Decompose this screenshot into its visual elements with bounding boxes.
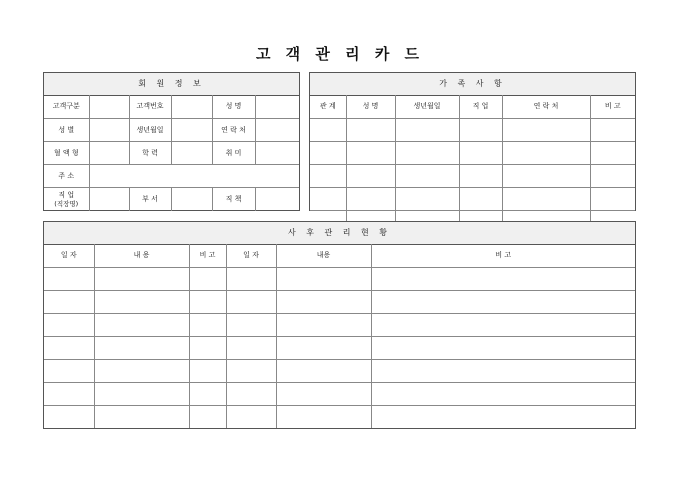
family-row-cell[interactable] — [590, 118, 635, 141]
gender-value[interactable] — [89, 118, 129, 141]
history-row — [44, 313, 635, 336]
hobby-label: 취 미 — [212, 141, 255, 164]
history-row-cell[interactable] — [189, 382, 226, 405]
family-row-cell[interactable] — [346, 118, 395, 141]
blood-type-value[interactable] — [89, 141, 129, 164]
history-row-cell[interactable] — [276, 313, 371, 336]
member-info-header: 회 원 정 보 — [44, 73, 299, 96]
name-label: 성 명 — [212, 95, 255, 118]
history-row-cell[interactable] — [44, 290, 94, 313]
history-row — [44, 405, 635, 428]
history-row-cell[interactable] — [276, 359, 371, 382]
contact-label: 연 락 처 — [212, 118, 255, 141]
family-row-cell[interactable] — [395, 187, 459, 210]
history-row-cell[interactable] — [226, 267, 276, 290]
member-row — [44, 95, 299, 118]
history-row-cell[interactable] — [276, 382, 371, 405]
family-row-cell[interactable] — [459, 164, 502, 187]
history-row-cell[interactable] — [44, 359, 94, 382]
member-info-table — [44, 95, 299, 211]
gender-label: 성 별 — [44, 118, 89, 141]
address-value[interactable] — [89, 164, 299, 187]
birthdate-label: 생년월일 — [129, 118, 171, 141]
customer-number-value[interactable] — [171, 95, 212, 118]
member-row — [44, 118, 299, 141]
history-row-cell[interactable] — [94, 382, 189, 405]
history-row-cell[interactable] — [276, 290, 371, 313]
department-value[interactable] — [171, 187, 212, 211]
history-row-cell[interactable] — [371, 359, 635, 382]
history-row — [44, 336, 635, 359]
history-row-cell[interactable] — [94, 336, 189, 359]
member-info-section — [43, 72, 300, 211]
family-row-cell[interactable] — [459, 141, 502, 164]
history-row-cell[interactable] — [94, 290, 189, 313]
history-row — [44, 359, 635, 382]
family-col-relation: 관 계 — [319, 102, 336, 111]
history-row-cell[interactable] — [226, 313, 276, 336]
family-row-cell[interactable] — [346, 141, 395, 164]
family-row-cell[interactable] — [590, 187, 635, 210]
education-label: 학 력 — [129, 141, 171, 164]
history-col-date-2: 일 자 — [226, 244, 276, 267]
history-row-cell[interactable] — [189, 290, 226, 313]
address-label: 주 소 — [44, 164, 89, 187]
history-row-cell[interactable] — [189, 405, 226, 428]
history-row-cell[interactable] — [371, 405, 635, 428]
history-row-cell[interactable] — [189, 336, 226, 359]
name-value[interactable] — [255, 95, 299, 118]
family-row-cell[interactable] — [502, 187, 590, 210]
history-col-content-2: 내용 — [276, 244, 371, 267]
history-row-cell[interactable] — [94, 267, 189, 290]
history-row-cell[interactable] — [94, 405, 189, 428]
history-col-date: 일 자 — [60, 251, 77, 260]
customer-number-label: 고객번호 — [129, 95, 171, 118]
family-row-cell[interactable] — [310, 118, 346, 141]
history-row-cell[interactable] — [371, 290, 635, 313]
family-row-cell[interactable] — [590, 141, 635, 164]
position-value[interactable] — [255, 187, 299, 211]
history-col-note: 비 고 — [189, 244, 226, 267]
family-row-cell[interactable] — [502, 164, 590, 187]
family-row — [310, 164, 635, 187]
member-row — [44, 164, 299, 187]
history-row — [44, 382, 635, 405]
family-info-header: 가 족 사 항 — [310, 73, 635, 96]
history-col-content: 내 용 — [94, 244, 189, 267]
history-table — [44, 244, 635, 428]
history-row — [44, 267, 635, 290]
job-label-cell — [44, 187, 89, 211]
family-row-cell[interactable] — [346, 164, 395, 187]
member-row — [44, 141, 299, 164]
birthdate-value[interactable] — [171, 118, 212, 141]
history-row-cell[interactable] — [371, 336, 635, 359]
family-row — [310, 187, 635, 210]
history-row-cell[interactable] — [189, 359, 226, 382]
family-row-cell[interactable] — [310, 164, 346, 187]
family-header-row — [310, 95, 635, 118]
customer-type-value[interactable] — [89, 95, 129, 118]
family-row-cell[interactable] — [502, 141, 590, 164]
family-col-note: 비 고 — [590, 95, 635, 118]
family-col-job: 직 업 — [459, 95, 502, 118]
history-row-cell[interactable] — [226, 382, 276, 405]
department-label: 부 서 — [129, 187, 171, 211]
history-row-cell[interactable] — [371, 382, 635, 405]
member-row — [44, 187, 299, 211]
history-header: 사 후 관 리 현 황 — [44, 222, 635, 245]
family-row-cell[interactable] — [310, 141, 346, 164]
family-row-cell[interactable] — [395, 118, 459, 141]
family-row-cell[interactable] — [310, 187, 346, 210]
history-row-cell[interactable] — [371, 313, 635, 336]
family-row-cell[interactable] — [590, 164, 635, 187]
history-row-cell[interactable] — [189, 267, 226, 290]
job-sub-label: (직장명) — [54, 200, 79, 209]
family-col-contact: 연 락 처 — [502, 95, 590, 118]
family-row-cell[interactable] — [459, 187, 502, 210]
customer-type-label: 고객구분 — [52, 102, 80, 111]
family-col-birthdate: 생년월일 — [395, 95, 459, 118]
history-row-cell[interactable] — [94, 359, 189, 382]
history-col-note-2: 비 고 — [371, 244, 635, 267]
history-row-cell[interactable] — [371, 267, 635, 290]
history-row — [44, 290, 635, 313]
page-title: 고 객 관 리 카 드 — [255, 45, 425, 63]
family-table — [310, 95, 635, 233]
family-row — [310, 118, 635, 141]
job-label: 직 업 — [58, 191, 75, 200]
history-row-cell[interactable] — [44, 336, 94, 359]
history-header-row — [44, 244, 635, 267]
education-value[interactable] — [171, 141, 212, 164]
history-row-cell[interactable] — [189, 313, 226, 336]
family-row-cell[interactable] — [502, 118, 590, 141]
family-col-name: 성 명 — [346, 95, 395, 118]
family-row-cell[interactable] — [395, 164, 459, 187]
history-row-cell[interactable] — [276, 336, 371, 359]
history-section — [43, 221, 636, 429]
history-row-cell[interactable] — [44, 267, 94, 290]
history-row-cell[interactable] — [276, 267, 371, 290]
family-row — [310, 141, 635, 164]
history-row-cell[interactable] — [226, 290, 276, 313]
history-row-cell[interactable] — [226, 359, 276, 382]
position-label: 직 책 — [212, 187, 255, 211]
history-row-cell[interactable] — [44, 382, 94, 405]
history-row-cell[interactable] — [226, 336, 276, 359]
blood-type-label: 혈 액 형 — [44, 141, 89, 164]
family-row-cell[interactable] — [395, 141, 459, 164]
history-row-cell[interactable] — [276, 405, 371, 428]
family-row-cell[interactable] — [459, 118, 502, 141]
history-row-cell[interactable] — [226, 405, 276, 428]
history-row-cell[interactable] — [94, 313, 189, 336]
contact-value[interactable] — [255, 118, 299, 141]
job-value[interactable] — [89, 187, 129, 211]
hobby-value[interactable] — [255, 141, 299, 164]
history-row-cell[interactable] — [44, 405, 94, 428]
history-row-cell[interactable] — [44, 313, 94, 336]
family-row-cell[interactable] — [346, 187, 395, 210]
family-info-section — [309, 72, 636, 211]
